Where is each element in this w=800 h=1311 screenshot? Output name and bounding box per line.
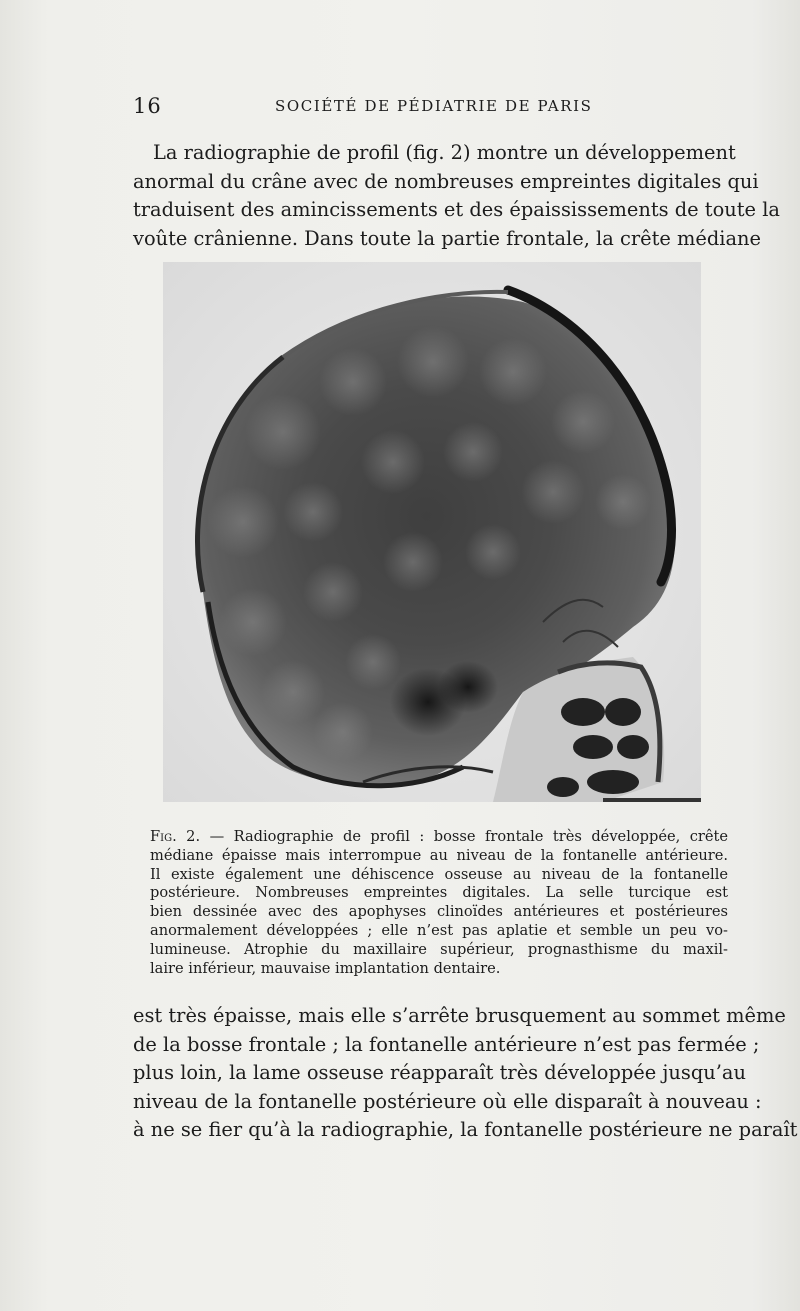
radiograph-image bbox=[163, 262, 701, 802]
caption-line: postérieure. Nombreuses empreintes digitales. La selle turcique est bbox=[150, 884, 728, 902]
caption-line bbox=[134, 828, 728, 847]
skull-radiograph-figure bbox=[163, 262, 701, 802]
caption-dash: — bbox=[209, 828, 225, 845]
figure-caption bbox=[134, 828, 728, 978]
paragraph-bottom bbox=[133, 1002, 798, 1145]
caption-line: lumineuse. Atrophie du maxillaire supérieur, prognasthisme du maxil- bbox=[150, 940, 728, 958]
caption-label: Fig. 2. bbox=[150, 828, 201, 845]
text-line: voûte crânienne. Dans toute la partie frontale, la crête médiane bbox=[133, 226, 762, 250]
caption-text: Radiographie de profil : bosse frontale très développée, crête bbox=[233, 828, 728, 845]
text-line: traduisent des amincissements et des épaississements de toute la bbox=[133, 198, 780, 221]
text-line: La radiographie de profil (fig. 2) montre un développement bbox=[153, 141, 736, 164]
text-line: plus loin, la lame osseuse réapparaît très développée jusqu’au bbox=[133, 1061, 746, 1084]
text-line: niveau de la fontanelle postérieure où elle disparaît à nouveau : bbox=[133, 1089, 762, 1113]
caption-line: médiane épaisse mais interrompue au niveau de la fontanelle antérieure. bbox=[150, 846, 728, 864]
text-line: de la bosse frontale ; la fontanelle antérieure n’est pas fermée ; bbox=[133, 1032, 760, 1056]
caption-line: anormalement développées ; elle n’est pas aplatie et semble un peu vo- bbox=[150, 921, 728, 939]
running-title: SOCIÉTÉ DE PÉDIATRIE DE PARIS bbox=[275, 97, 593, 115]
text-line: anormal du crâne avec de nombreuses empreintes digitales qui bbox=[133, 169, 759, 193]
caption-line: laire inférieur, mauvaise implantation dentaire. bbox=[150, 959, 501, 977]
page-number: 16 bbox=[133, 94, 162, 118]
paragraph-top bbox=[133, 139, 780, 253]
caption-line: Il existe également une déhiscence osseuse au niveau de la fontanelle bbox=[150, 865, 728, 883]
text-line: à ne se fier qu’à la radiographie, la fontanelle postérieure ne paraît bbox=[133, 1118, 798, 1141]
caption-line: bien dessinée avec des apophyses clinoïdes antérieures et postérieures bbox=[150, 903, 728, 921]
text-line: est très épaisse, mais elle s’arrête brusquement au sommet même bbox=[133, 1004, 786, 1027]
